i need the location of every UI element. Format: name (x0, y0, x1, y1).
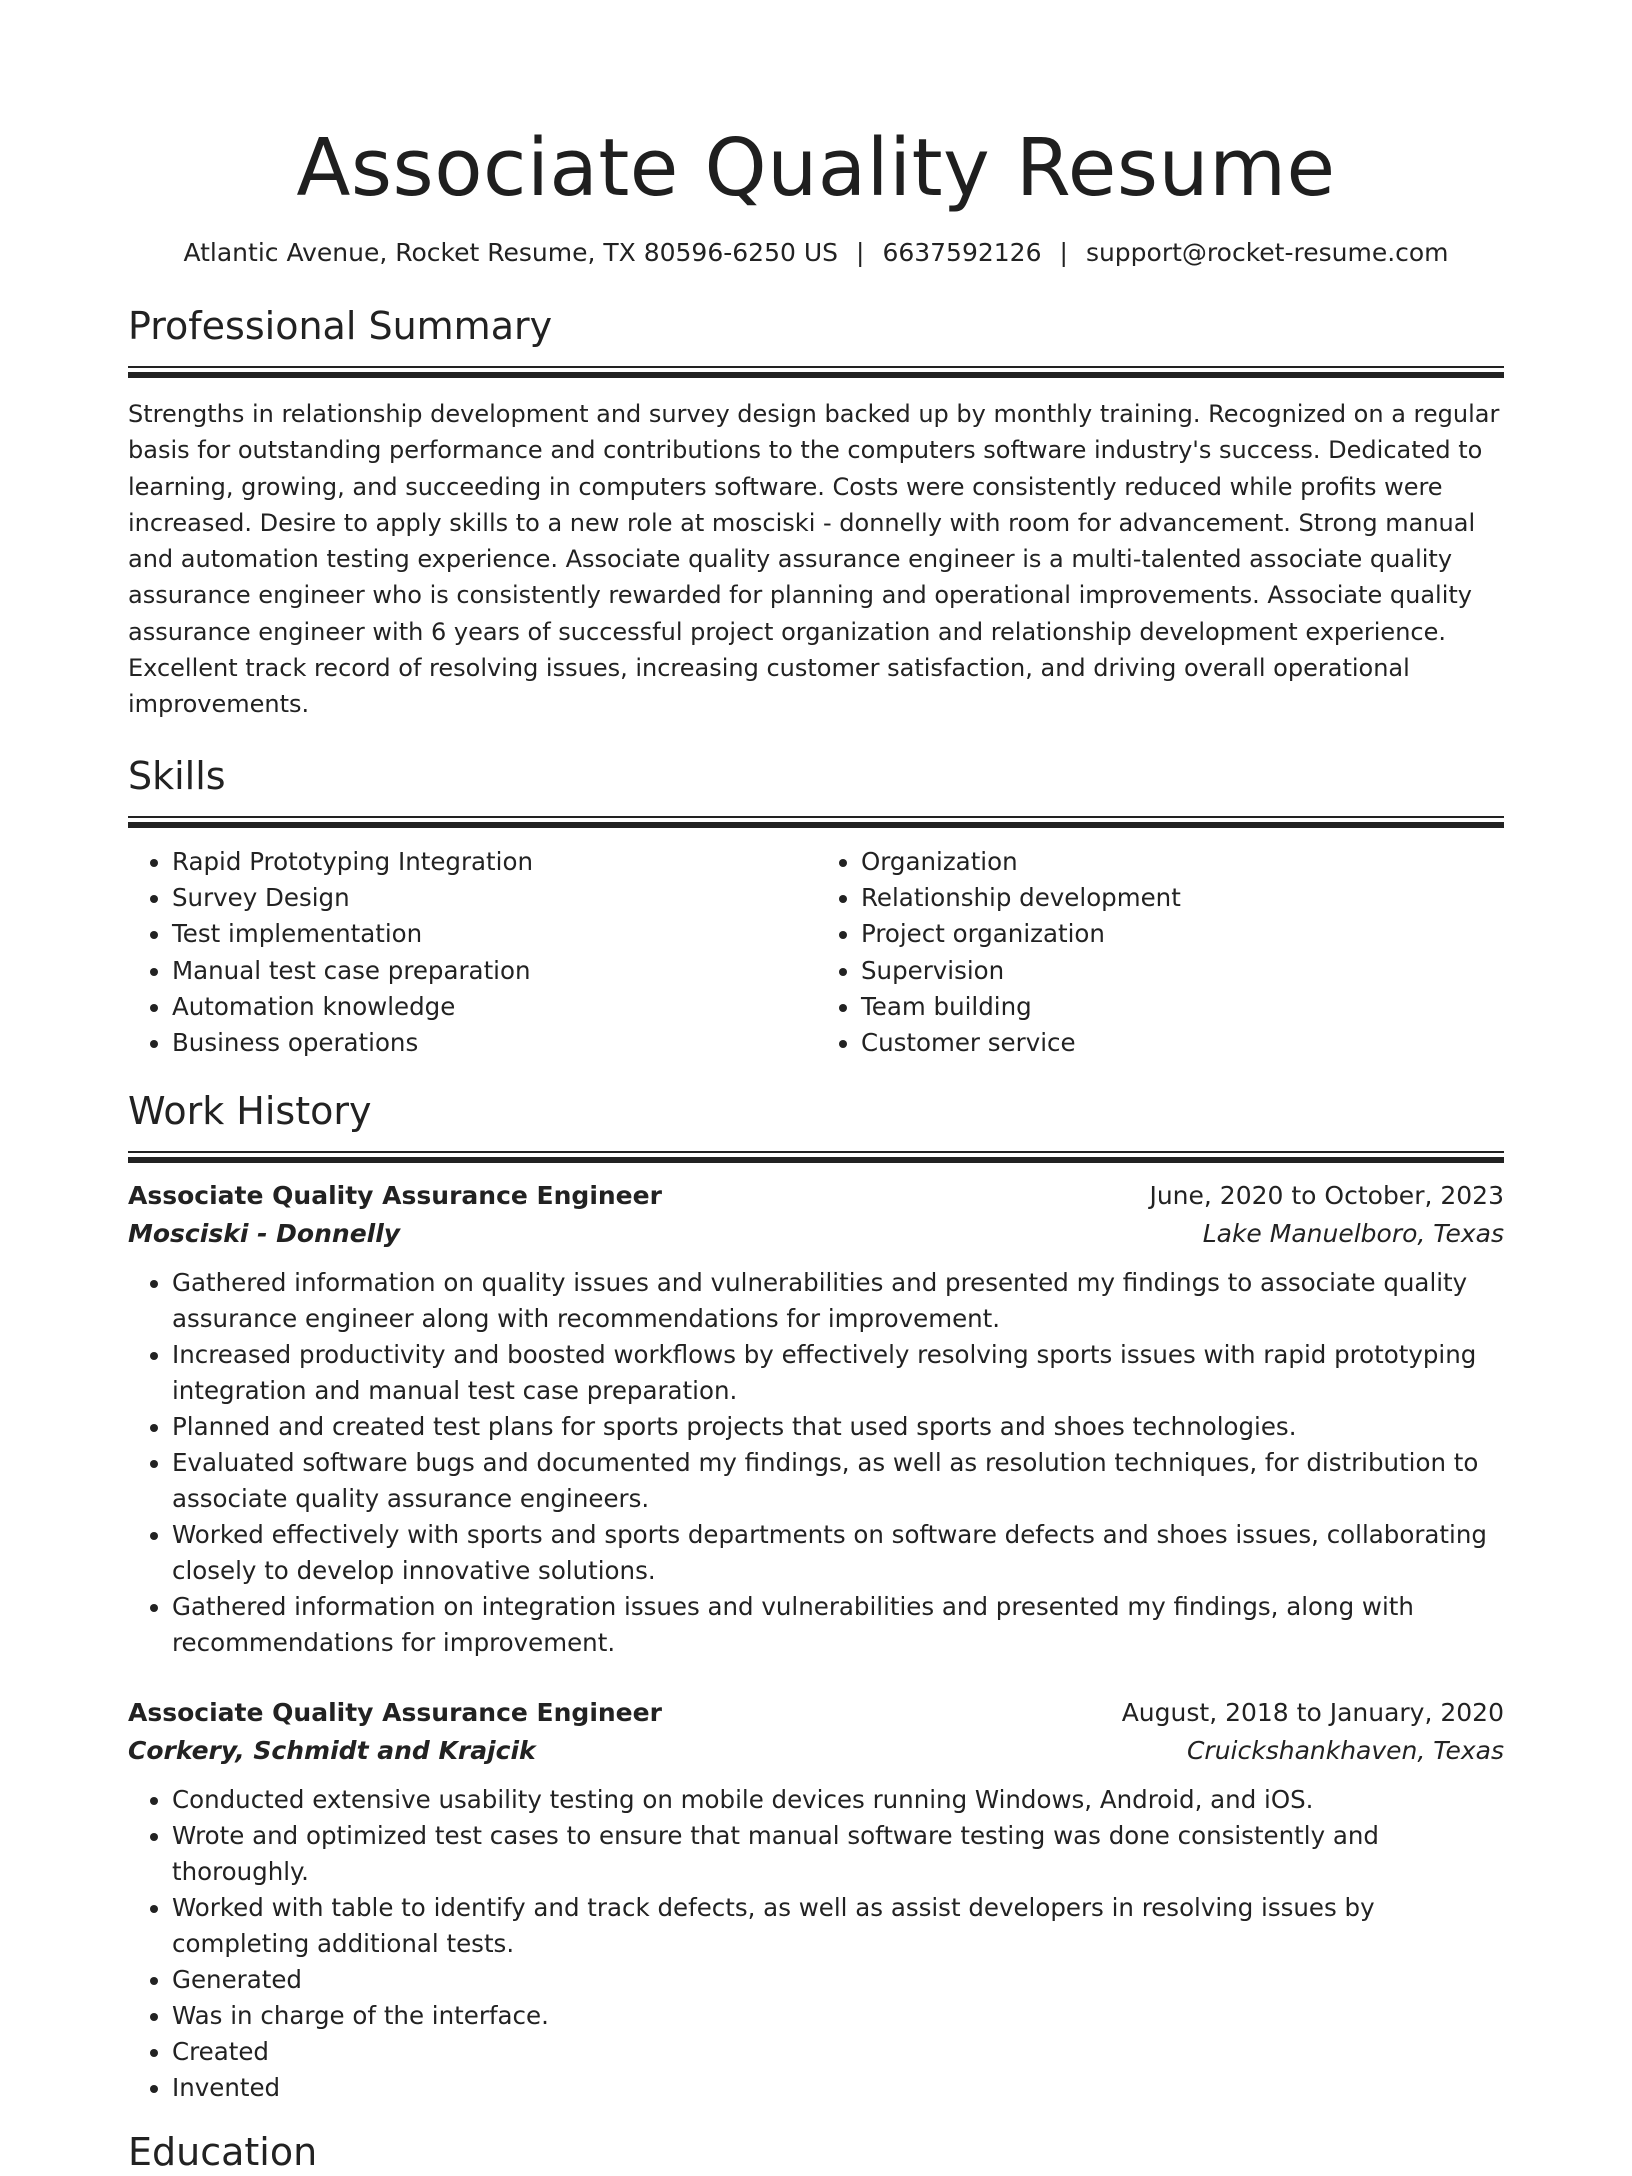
job-entry (128, 1694, 1504, 2106)
job-entry (128, 1177, 1504, 1661)
job-bullet: • Worked effectively with sports and sports departments on software defects and shoes issues, collaborating closely to develop innovative solutions. (172, 1517, 1504, 1589)
skill-item: • Organization (861, 844, 1504, 880)
skill-item: • Survey Design (172, 880, 815, 916)
skill-item: • Automation knowledge (172, 989, 815, 1025)
job-bullet: • Planned and created test plans for sports projects that used sports and shoes technologies. (172, 1409, 1504, 1445)
job-subheader (128, 1732, 1504, 1770)
job-header (128, 1177, 1504, 1215)
skills-list-right (815, 844, 1504, 1062)
skills-columns (128, 844, 1504, 1062)
job-bullet: • Increased productivity and boosted workflows by effectively resolving sports issues with rapid prototyping integration and manual test case preparation. (172, 1337, 1504, 1409)
job-subheader (128, 1215, 1504, 1253)
job-bullet: • Generated (172, 1962, 1504, 1998)
job-title: Associate Quality Assurance Engineer (128, 1181, 662, 1211)
contact-phone: 6637592126 (882, 238, 1042, 267)
job-bullets (128, 1782, 1504, 2106)
job-company: Mosciski - Donnelly (128, 1219, 401, 1249)
job-location: Lake Manuelboro, Texas (1202, 1219, 1504, 1249)
section-divider (128, 816, 1504, 828)
job-dates: August, 2018 to January, 2020 (1121, 1698, 1504, 1728)
skill-item: • Supervision (861, 953, 1504, 989)
job-bullet: • Gathered information on integration issues and vulnerabilities and presented my findings, along with recommendations for improvement. (172, 1589, 1504, 1661)
skills-heading: Skills (128, 753, 226, 798)
skill-item: • Business operations (172, 1025, 815, 1061)
summary-section (128, 302, 1504, 723)
section-divider (128, 1151, 1504, 1163)
job-bullet: • Was in charge of the interface. (172, 1998, 1504, 2034)
contact-line (128, 236, 1504, 270)
resume-title: Associate Quality Resume (296, 122, 1336, 214)
education-section (128, 2128, 1504, 2176)
job-header (128, 1694, 1504, 1732)
skill-item: • Customer service (861, 1025, 1504, 1061)
job-location: Cruickshankhaven, Texas (1186, 1736, 1504, 1766)
contact-separator: | (1059, 238, 1068, 267)
job-company: Corkery, Schmidt and Krajcik (128, 1736, 536, 1766)
skill-item: • Relationship development (861, 880, 1504, 916)
job-dates: June, 2020 to October, 2023 (1149, 1181, 1504, 1211)
job-title: Associate Quality Assurance Engineer (128, 1698, 662, 1728)
job-bullet: • Evaluated software bugs and documented my findings, as well as resolution techniques, for distribution to associate quality assurance engineers. (172, 1445, 1504, 1517)
skills-list-left (128, 844, 815, 1062)
job-bullet: • Worked with table to identify and track defects, as well as assist developers in resolving issues by completing additional tests. (172, 1890, 1504, 1962)
work-heading: Work History (128, 1089, 372, 1134)
summary-text: Strengths in relationship development and survey design backed up by monthly training. Recognized on a regular basis for outstanding performance and contributions to the computers software industry's success. Dedicated to learning, growing, and succeeding in computers software. Costs were consistently reduced while profits were increased. Desire to apply skills to a new role at mosciski - donnelly with room for advancement. Strong manual and automation testing experience. Associate quality assurance engineer is a multi-talented associate quality assurance engineer who is consistently rewarded for planning and operational improvements. Associate quality assurance engineer with 6 years of successful project organization and relationship development experience. Excellent track record of resolving issues, increasing customer satisfaction, and driving overall operational improvements. (128, 400, 1500, 719)
job-bullets (128, 1265, 1504, 1661)
education-heading: Education (128, 2130, 318, 2175)
contact-email: support@rocket-resume.com (1085, 238, 1449, 267)
job-bullet: • Conducted extensive usability testing on mobile devices running Windows, Android, and iOS. (172, 1782, 1504, 1818)
section-divider (128, 366, 1504, 378)
contact-separator: | (856, 238, 865, 267)
job-bullet: • Wrote and optimized test cases to ensure that manual software testing was done consistently and thoroughly. (172, 1818, 1504, 1890)
skills-section (128, 752, 1504, 1062)
skill-item: • Project organization (861, 916, 1504, 952)
job-bullet: • Gathered information on quality issues and vulnerabilities and presented my findings to associate quality assurance engineer along with recommendations for improvement. (172, 1265, 1504, 1337)
work-section (128, 1087, 1504, 2106)
summary-heading: Professional Summary (128, 304, 553, 348)
contact-address: Atlantic Avenue, Rocket Resume, TX 80596-6250 US (183, 238, 838, 267)
skill-item: • Team building (861, 989, 1504, 1025)
job-bullet: • Created (172, 2034, 1504, 2070)
skill-item: • Rapid Prototyping Integration (172, 844, 815, 880)
skill-item: • Test implementation (172, 916, 815, 952)
skill-item: • Manual test case preparation (172, 953, 815, 989)
resume-page (128, 0, 1504, 2176)
job-bullet: • Invented (172, 2070, 1504, 2106)
